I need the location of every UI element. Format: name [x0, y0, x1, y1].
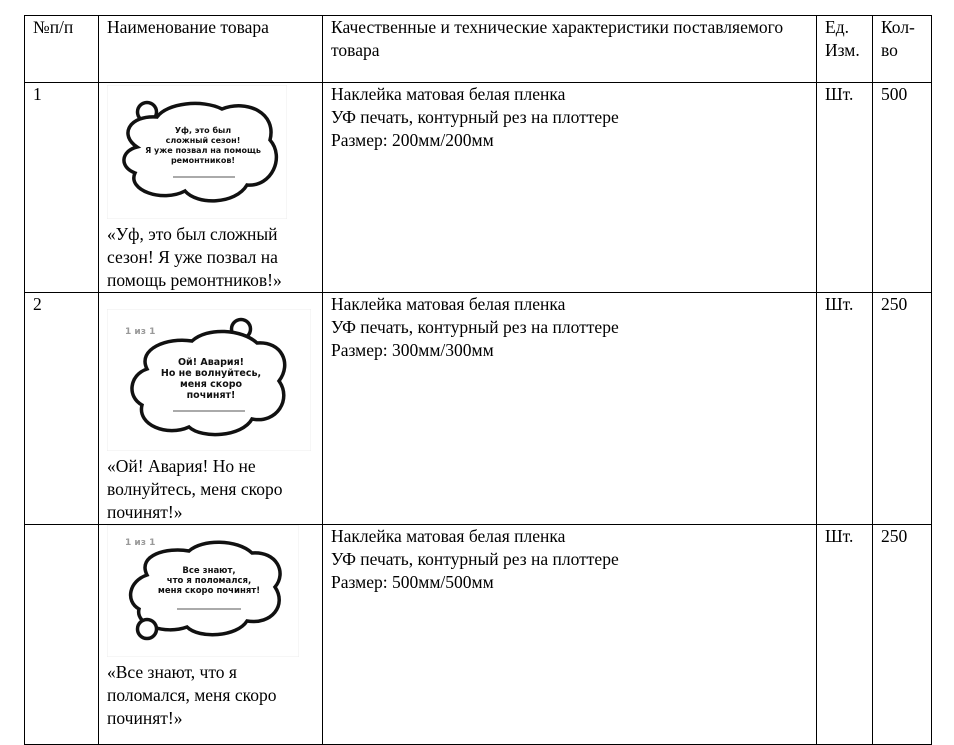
sticker-line: Но не волнуйтесь,: [160, 368, 262, 379]
table-row: [25, 293, 932, 525]
header-number: №п/п: [25, 16, 99, 83]
product-name-cell: [99, 83, 323, 293]
spec-material: Наклейка матовая белая пленка: [331, 526, 566, 546]
product-name-cell: [99, 525, 323, 745]
product-caption: «Уф, это был сложный сезон! Я уже позвал на помощь ремонтников!»: [107, 224, 282, 290]
product-caption: «Ой! Авария! Но не волнуйтесь, меня скоро починят!»: [107, 456, 283, 522]
unit-cell: Шт.: [817, 293, 873, 525]
sticker-line: Уф, это был: [174, 126, 232, 135]
sticker-thumbnail-image: [107, 525, 299, 657]
header-quantity: Кол-во: [873, 16, 932, 83]
sticker-line: сложный сезон!: [165, 136, 241, 145]
spec-size: Размер: 200мм/200мм: [331, 130, 494, 150]
sticker-line: Я уже позвал на помощь: [145, 146, 261, 155]
sticker-badge: 1 из 1: [125, 538, 156, 548]
sticker-line: Все знают,: [182, 566, 236, 576]
quantity-cell: 250: [873, 525, 932, 745]
spec-material: Наклейка матовая белая пленка: [331, 294, 566, 314]
quantity-cell: 500: [873, 83, 932, 293]
sticker-line: Ой! Авария!: [177, 357, 245, 368]
spec-print: УФ печать, контурный рез на плоттере: [331, 107, 619, 127]
unit-cell: Шт.: [817, 525, 873, 745]
sticker-line: меня скоро починят!: [157, 586, 261, 596]
header-unit: Ед. Изм.: [817, 16, 873, 83]
sticker-thumbnail-image: [107, 309, 311, 451]
sticker-badge: 1 из 1: [125, 327, 156, 337]
spec-size: Размер: 300мм/300мм: [331, 340, 494, 360]
sticker-line: ремонтников!: [170, 156, 236, 165]
table-row: [25, 83, 932, 293]
row-number: 2: [25, 293, 99, 525]
sticker-line: меня скоро: [179, 379, 243, 390]
table-header-row: [25, 16, 932, 83]
sticker-line: что я поломался,: [166, 576, 252, 586]
product-name-cell: [99, 293, 323, 525]
table-row: [25, 525, 932, 745]
quantity-cell: 250: [873, 293, 932, 525]
spec-size: Размер: 500мм/500мм: [331, 572, 494, 592]
spec-material: Наклейка матовая белая пленка: [331, 84, 566, 104]
product-caption: «Все знают, что я поломался, меня скоро починят!»: [107, 662, 277, 728]
spec-print: УФ печать, контурный рез на плоттере: [331, 317, 619, 337]
header-name: Наименование товара: [99, 16, 323, 83]
characteristics-cell: [323, 83, 817, 293]
header-characteristics: Качественные и технические характеристики поставляемого товара: [323, 16, 817, 83]
sticker-line: починят!: [186, 390, 236, 401]
characteristics-cell: [323, 525, 817, 745]
specification-table: [24, 15, 932, 745]
characteristics-cell: [323, 293, 817, 525]
spec-print: УФ печать, контурный рез на плоттере: [331, 549, 619, 569]
unit-cell: Шт.: [817, 83, 873, 293]
row-number: [25, 525, 99, 745]
sticker-thumbnail-image: [107, 85, 287, 219]
row-number: 1: [25, 83, 99, 293]
